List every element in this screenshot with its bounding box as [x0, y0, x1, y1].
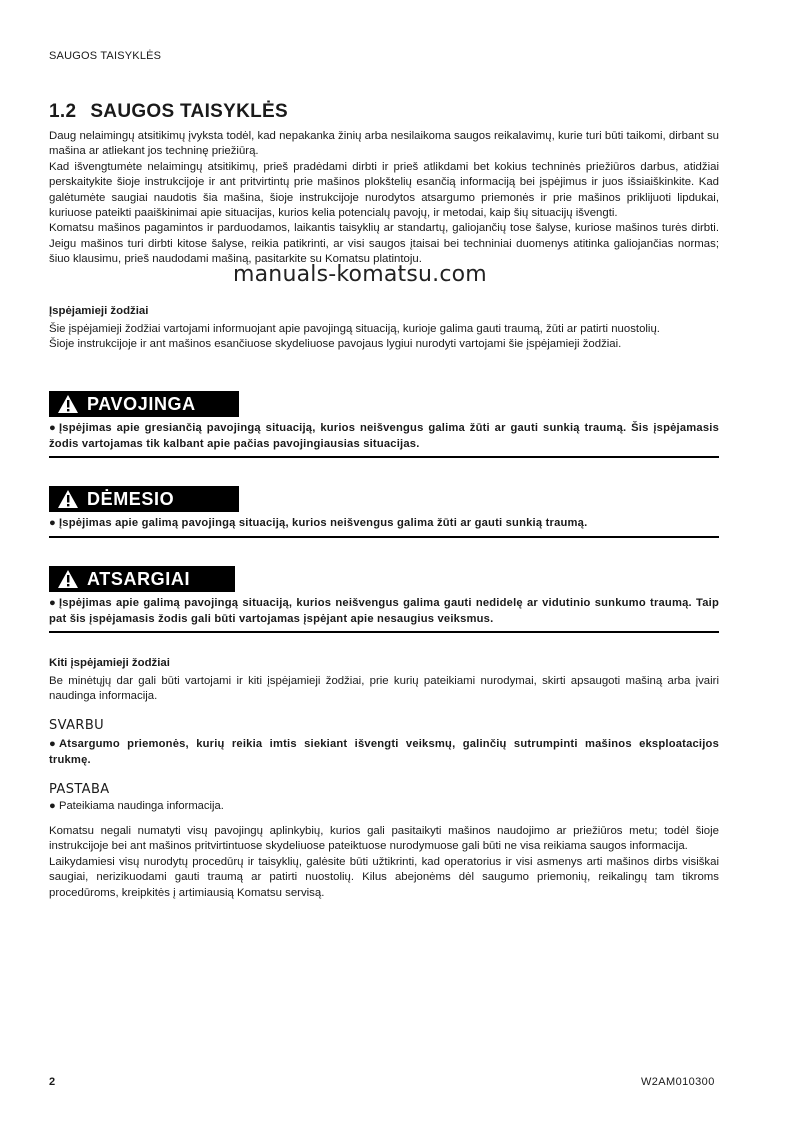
signal-words-text: [49, 322, 719, 353]
closing-paragraph-1: Komatsu negali numatyti visų pavojingų aplinkybių, kurios gali pasitaikyti mašinos naudojimo ar priežiūros metu; todėl šioje instrukcijoje bei ant mašinos pritvirtintuose skydeliuose pateiktuose nurodymuose gali būti ne visa reikiama saugos informacija.: [49, 825, 719, 853]
closing-text: [49, 824, 719, 901]
notice-label: SVARBU: [49, 718, 105, 733]
bullet: ●: [49, 738, 56, 750]
danger-text: [49, 420, 719, 452]
closing-paragraph-2: Laikydamiesi visų nurodytų procedūrų ir taisyklių, galėsite būti užtikrinti, kad operatorius ir visi asmenys arti mašinos dirbs visiškai saugiai, nerizikuodami gauti traumą ar patirti nuostolių. Kilus abejonėms dėl saugumo priemonių, reikalingų tam tikroms procedūroms, kreipkitės į artimiausią Komatsu servisą.: [49, 855, 719, 899]
warning-label-text: DĖMESIO: [87, 488, 175, 509]
warning-triangle-icon: [57, 489, 79, 509]
caution-label: [49, 566, 235, 592]
danger-label-text: PAVOJINGA: [87, 393, 196, 414]
remark-text-body: Pateikiama naudinga informacija.: [59, 800, 224, 812]
warning-text-body: Įspėjimas apie galimą pavojingą situaciją, kurios neišvengus galima žūti ar gauti sunkią traumą.: [59, 517, 588, 529]
remark-label: PASTABA: [49, 782, 110, 797]
caution-label-text: ATSARGIAI: [87, 568, 191, 589]
danger-divider: [49, 456, 719, 458]
section-number: 1.2: [49, 101, 77, 122]
notice-text: [49, 736, 719, 768]
warning-divider: [49, 536, 719, 538]
caution-divider: [49, 631, 719, 633]
remark-text: [49, 799, 719, 814]
signal-words-paragraph-2: Šioje instrukcijoje ir ant mašinos esančiuose skydeliuose pavojaus lygiui nurodyti vartojami šie įspėjamieji žodžiai.: [49, 338, 622, 351]
page-number: 2: [49, 1076, 56, 1088]
other-words-text: Be minėtųjų dar gali būti vartojami ir kiti įspėjamieji žodžiai, prie kurių pateikiami nurodymai, skirti apsaugoti mašiną arba įvairi naudinga informacija.: [49, 675, 719, 703]
signal-words-heading: Įspėjamieji žodžiai: [49, 305, 149, 317]
bullet: ●: [49, 597, 56, 609]
intro-text: [49, 129, 719, 268]
bullet: ●: [49, 517, 56, 529]
caution-text-body: Įspėjimas apie galimą pavojingą situaciją, kurios neišvengus galima gauti nedidelę ar vidutinio sunkumo traumą. Taip pat šis įspėjamasis žodis gali būti vartojamas įspėjant apie nesaugius veiksmus.: [49, 597, 719, 625]
intro-paragraph-2: Kad išvengtumėte nelaimingų atsitikimų, prieš pradėdami dirbti ir prieš atlikdami bet kokius techninės priežiūros darbus, atidžiai perskaitykite šioje instrukcijoje ir ant pritvirtintų prie mašinos plokštelių esančią informaciją bei įspėjimus ir juos išsiaiškinkite. Kad galėtumėte saugiai naudotis šia mašina, šioje instrukcijoje nurodytos atsargumo priemonės ir prie mašinos priklijuoti lipdukai, kuriuose pateikti paaiškinimai apie situacijas, kurios kelia potencialų pavojų, ir metodai, kaip šių situacijų išvengti.: [49, 160, 719, 220]
watermark: manuals-komatsu.com: [233, 262, 487, 287]
danger-label: [49, 391, 239, 417]
section-title-text: SAUGOS TAISYKLĖS: [90, 101, 288, 122]
other-words-heading: Kiti įspėjamieji žodžiai: [49, 657, 170, 669]
intro-paragraph-3: Komatsu mašinos pagamintos ir parduodamos, laikantis taisyklių ar standartų, galiojančių tose šalyse, kuriose mašinos turės dirbti. Jeigu mašinos turi dirbti kitose šalyse, reikia patikrinti, ar visi saugos įtaisai bei techniniai duomenys atitinka galiojančias normas; šiuo klausimu, prieš naudodami mašiną, pasitarkite su Komatsu platintoju.: [49, 222, 719, 266]
bullet: ●: [49, 800, 56, 812]
warning-triangle-icon: [57, 569, 79, 589]
intro-paragraph-1: Daug nelaimingų atsitikimų įvyksta todėl, kad nepakanka žinių arba nesilaikoma saugos reikalavimų, kurie turi būti taikomi, dirbant su mašina ar atliekant jos techninę priežiūrą.: [49, 130, 719, 158]
notice-text-body: Atsargumo priemonės, kurių reikia imtis siekiant išvengti veiksmų, galinčių sutrumpinti mašinos eksploatacijos trukmę.: [49, 738, 719, 766]
signal-words-paragraph-1: Šie įspėjamieji žodžiai vartojami informuojant apie pavojingą situaciją, kurioje galima gauti traumą, žūti ar patirti nuostolių.: [49, 323, 660, 335]
caution-text: [49, 595, 719, 627]
warning-text: [49, 515, 719, 531]
warning-triangle-icon: [57, 394, 79, 414]
document-code: W2AM010300: [641, 1076, 715, 1088]
section-title: [49, 101, 288, 123]
warning-label: [49, 486, 239, 512]
danger-text-body: Įspėjimas apie gresiančią pavojingą situaciją, kurios neišvengus galima žūti ar gauti sunkią traumą. Šis įspėjamasis žodis vartojamas tik kalbant apie pačias pavojingiausias situacijas.: [49, 422, 719, 450]
bullet: ●: [49, 422, 56, 434]
running-header: SAUGOS TAISYKLĖS: [49, 50, 162, 62]
